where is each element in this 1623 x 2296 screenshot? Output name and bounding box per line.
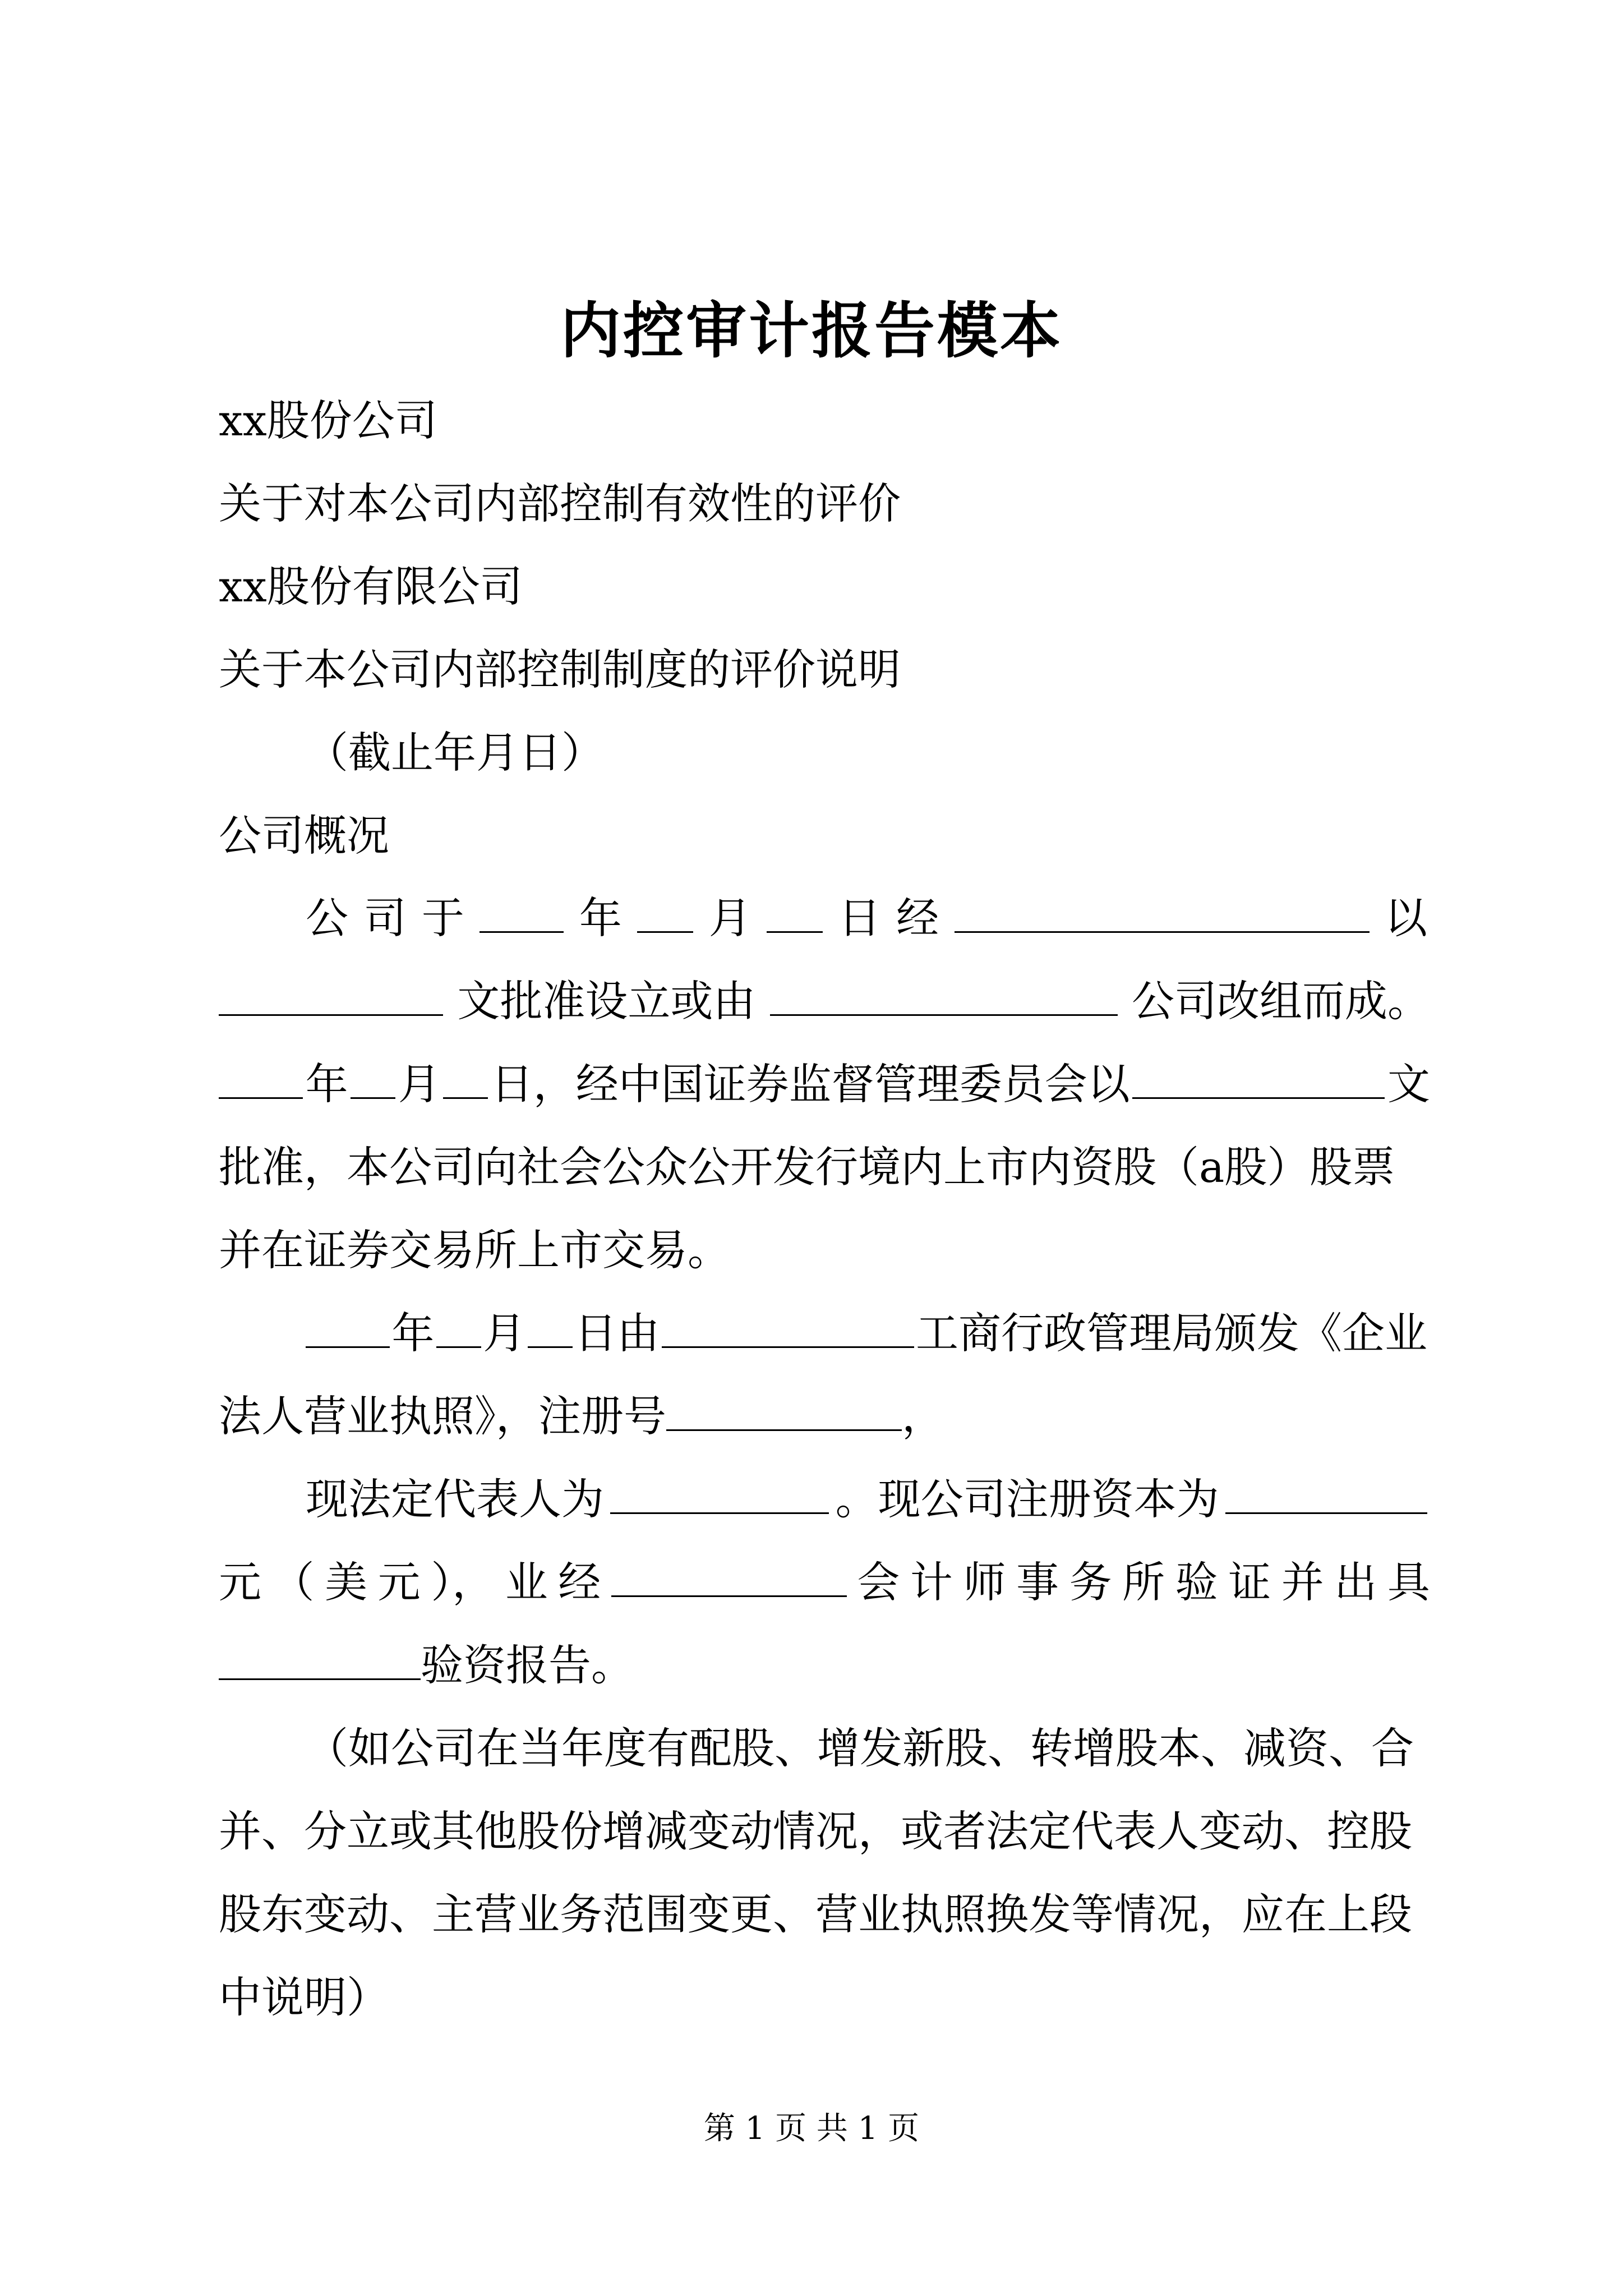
blank-field [637,892,693,933]
blank-field [1132,1058,1385,1099]
text: ， [902,1391,944,1441]
header-line: 关于本公司内部控制制度的评价说明 [219,645,901,694]
text: 经 [558,1557,601,1607]
text: 年 [391,1308,435,1358]
blank-field [1225,1473,1427,1514]
text: 业 [505,1557,548,1607]
text: 月 [483,1308,526,1358]
text: 现法定代表人为 [306,1474,604,1524]
text: 月 [398,1059,441,1109]
text: 于 [421,893,464,943]
blank-field [443,1058,488,1099]
header-line: （截止年月日） [306,728,604,777]
blank-field [610,1473,829,1514]
text: 经 [896,893,939,943]
text: 日 [838,893,881,943]
header-line: xx股份有限公司 [219,562,523,611]
blank-field [528,1307,573,1348]
text: 司 [363,893,407,943]
text: 事 [1016,1557,1059,1607]
text: 日，经中国证券监督管理委员会以 [490,1059,1130,1109]
para1-line5: 并在证券交易所上市交易。 [219,1225,730,1275]
blank-field [662,1307,914,1348]
text: 证 [1228,1557,1271,1607]
text: 。现公司注册资本为 [835,1474,1219,1524]
text: 会 [857,1557,900,1607]
blank-field [611,1556,847,1597]
text: 公 [306,893,348,943]
blank-field [306,1307,390,1348]
text: 所 [1122,1557,1165,1607]
section-heading: 公司概况 [219,811,389,861]
blank-field [770,975,1118,1016]
text: 年 [305,1059,348,1109]
para4-line4: 中说明） [219,1972,389,2022]
blank-field [219,1058,303,1099]
header-line: xx股份公司 [219,395,437,445]
para4-line1: （如公司在当年度有配股、增发新股、转增股本、减资、合 [306,1723,1414,1773]
text: 验 [1175,1557,1218,1607]
para3-line1 [306,1471,1427,1527]
para3-line2 [219,1554,1430,1611]
text: 师 [963,1557,1006,1607]
header-line: 关于对本公司内部控制有效性的评价 [219,478,901,528]
para1-line4: 批准，本公司向社会公众公开发行境内上市内资股（a股）股票 [219,1142,1395,1192]
para1-line3 [219,1056,1430,1112]
text: 文批准设立或由 [457,976,756,1026]
text: （ [271,1557,315,1607]
para1-line1 [306,890,1427,946]
blank-field [955,892,1370,933]
text: 元 [377,1557,421,1607]
page-footer: 第 1 页 共 1 页 [703,2110,920,2147]
para1-line2 [219,973,1430,1029]
text: 日由 [574,1308,660,1358]
text: 验资报告。 [421,1640,634,1690]
blank-field [666,1390,902,1431]
blank-field [436,1307,481,1348]
text: 具 [1387,1557,1430,1607]
para2-line1 [306,1305,1427,1361]
page-title: 内控审计报告模本 [560,296,1063,366]
para4-line2: 并、分立或其他股份增减变动情况，或者法定代表人变动、控股 [219,1806,1412,1856]
para4-line3: 股东变动、主营业务范围变更、营业执照换发等情况，应在上段 [219,1889,1412,1939]
text: 文 [1387,1059,1430,1109]
text: 务 [1069,1557,1112,1607]
text: 出 [1334,1557,1377,1607]
text: 美 [325,1557,368,1607]
text: 月 [708,893,751,943]
para3-line3 [219,1637,1430,1694]
text: 工商行政管理局颁发《企业 [915,1308,1427,1358]
para2-line2 [219,1388,1430,1444]
text: 年 [579,893,622,943]
text: ）， [431,1557,495,1607]
blank-field [479,892,564,933]
text: 元 [219,1557,261,1607]
blank-field [219,1639,421,1680]
text: 法人营业执照》，注册号 [219,1391,666,1441]
blank-field [219,975,443,1016]
text: 公司改组而成。 [1131,976,1430,1026]
blank-field [767,892,823,933]
text: 计 [910,1557,953,1607]
blank-field [351,1058,395,1099]
text: 以 [1384,893,1427,943]
text: 并 [1281,1557,1324,1607]
